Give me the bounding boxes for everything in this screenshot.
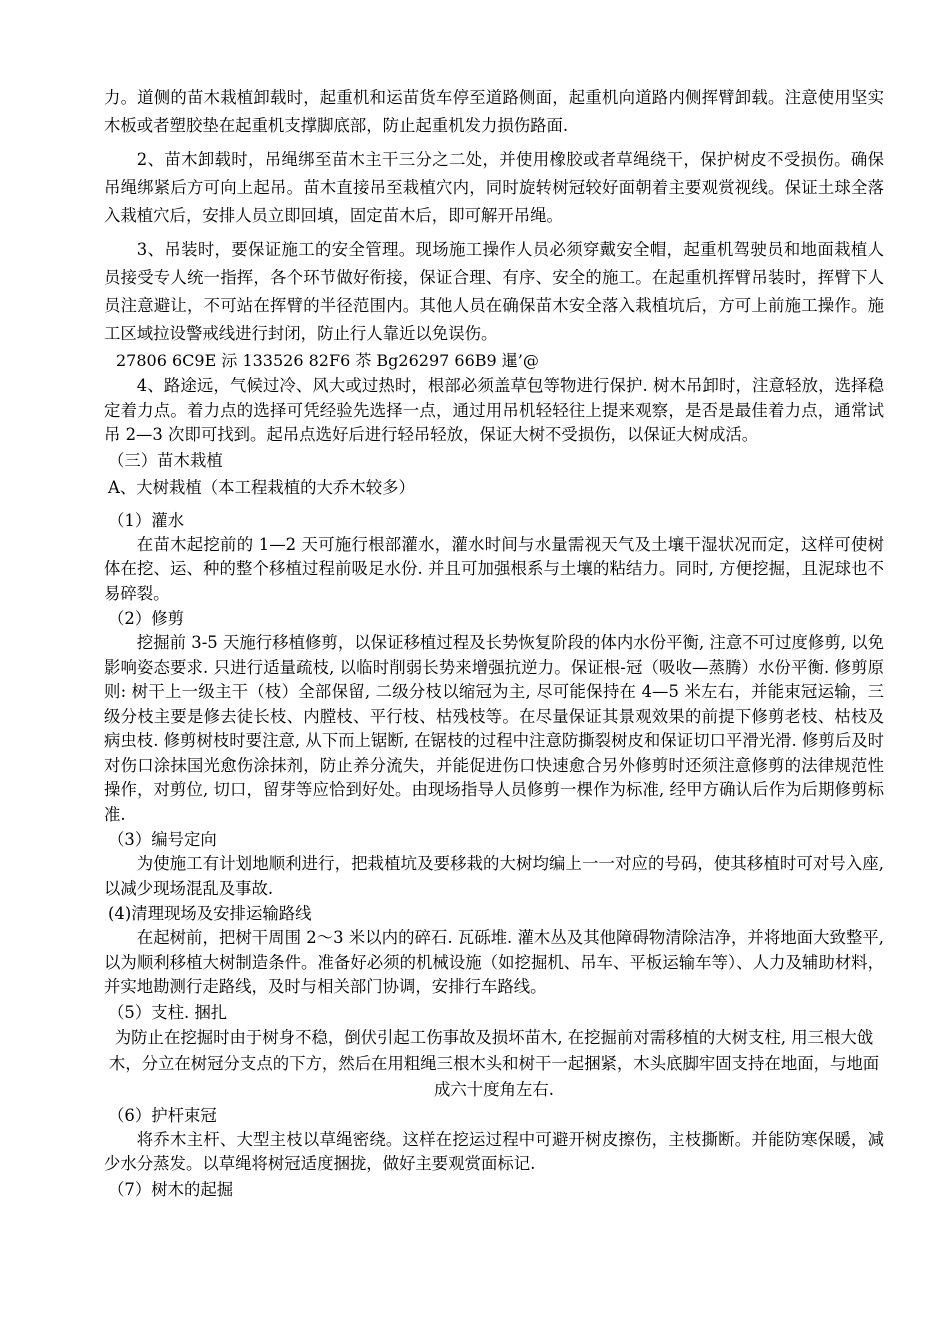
heading-trunk-wrapping: （6）护杆束冠 — [108, 1105, 217, 1125]
paragraph-numbering: 为使施工有计划地顺利进行，把栽植坑及要移栽的大树均编上一一对应的号码，使其移植时可对号入座, 以减少现场混乱及事故. — [104, 854, 884, 898]
document-page — [104, 84, 884, 1202]
paragraph-unloading-rope: 2、苗木卸载时，吊绳绑至苗木主干三分之二处，并使用橡胶或者草绳绕干，保护树皮不受损伤。确保吊绳绑紧后方可向上起吊。苗木直接吊至栽植穴内，同时旋转树冠较好面朝着主要观赏视线。保证土球全落入栽植穴后，安排人员立即回填，固定苗木后，即可解开吊绳。 — [104, 150, 884, 225]
heading-watering: （1）灌水 — [108, 510, 184, 530]
paragraph-watering: 在苗木起挖前的 1—2 天可施行根部灌水，灌水时间与水量需视天气及土壤干湿状况而定，这样可使树体在挖、运、种的整个移植过程前吸足水份. 并且可加强根系与土壤的粘结力。同时, 方便挖掘，且泥球也不易碎裂。 — [104, 534, 884, 603]
code-line: 27806 6C9E 沶 133526 82F6 苶 Bg26297 66B9 暹’@ — [116, 351, 539, 370]
paragraph-unloading-roadside: 力。道侧的苗木栽植卸载时，起重机和运苗货车停至道路侧面，起重机向道路内侧挥臂卸载。注意使用坚实木板或者塑胶垫在起重机支撑脚底部，防止起重机发力损伤路面. — [104, 88, 884, 135]
heading-site-clearing: (4)清理现场及安排运输路线 — [108, 904, 312, 923]
heading-propping: （5）支柱. 捆扎 — [108, 1002, 228, 1022]
paragraph-site-clearing: 在起树前，把树干周围 2～3 米以内的碎石. 瓦砾堆. 灌木丛及其他障碍物清除洁净，并将地面大致整平, 以为顺利移植大树制造条件。准备好必须的机械设施（如挖掘机、吊车、平板运输车等）、人力及辅助材料，并实地勘测行走路线，及时与相关部门协调，安排行车路线。 — [104, 928, 884, 996]
paragraph-propping: 为防止在挖掘时由于树身不稳，倒伏引起工伤事故及损坏苗木, 在挖掘前对需移植的大树支柱, 用三根大戗木，分立在树冠分支点的下方，然后在用粗绳三根木头和树干一起捆紧，木头底脚牢固支持在地面，与地面成六十度角左右. — [108, 1027, 880, 1099]
paragraph-hoisting-safety: 3、吊装时，要保证施工的安全管理。现场施工操作人员必须穿戴安全帽，起重机驾驶员和地面栽植人员接受专人统一指挥，各个环节做好衔接，保证合理、有序、安全的施工。在起重机挥臂吊装时，挥臂下人员注意避让，不可站在挥臂的半径范围内。其他人员在确保苗木安全落入栽植坑后，方可上前施工操作。施工区域拉设警戒线进行封闭，防止行人靠近以免误伤。 — [104, 240, 884, 343]
section-heading-planting: （三）苗木栽植 — [108, 450, 223, 470]
heading-pruning: （2）修剪 — [108, 609, 184, 628]
heading-digging: （7）树木的起掘 — [108, 1179, 234, 1199]
paragraph-transport-protection: 4、路途远，气候过冷、风大或过热时，根部必须盖草包等物进行保护. 树木吊卸时，注意轻放，选择稳定着力点。着力点的选择可凭经验先选择一点，通过用吊机轻轻往上提来观察，是否是最佳着力点，通常试吊 2—3 次即可找到。起吊点选好后进行轻吊轻放，保证大树不受损伤，以保证大树成活。 — [104, 376, 884, 444]
subsection-heading-big-tree: A、大树栽植（本工程栽植的大乔木较多） — [108, 477, 415, 497]
heading-numbering: （3）编号定向 — [108, 830, 217, 849]
paragraph-trunk-wrapping: 将乔木主杆、大型主枝以草绳密绕。这样在挖运过程中可避开树皮擦伤，主枝撕断。并能防寒保暖，减少水分蒸发。以草绳将树冠适度捆拢，做好主要观赏面标记. — [104, 1129, 884, 1173]
paragraph-pruning: 挖掘前 3-5 天施行移植修剪，以保证移植过程及长势恢复阶段的体内水份平衡, 注意不可过度修剪, 以免影响姿态要求. 只进行适量疏枝, 以临时削弱长势来增强抗逆力。保证根-冠（吸收—蒸腾）水份平衡. 修剪原则: 树干上一级主干（枝）全部保留, 二级分枝以缩冠为主, 尽可能保持在 4—5 米左右，并能束冠运输，三级分枝主要是修去徒长枝、内膛枝、平行枝、枯残枝等。在尽量保证其景观效果的前提下修剪老枝、枯枝及病虫枝. 修剪树枝时要注意, 从下而上锯断, 在锯枝的过程中注意防撕裂树皮和保证切口平滑光滑. 修剪后及时对伤口涂抹国光愈伤涂抹剂，防止养分流失，并能促进伤口快速愈合另外修剪时还须注意修剪的法律规范性操作，对剪位, 切口，留芽等应恰到好处。由现场指导人员修剪一棵作为标准, 经甲方确认后作为后期修剪标准. — [104, 633, 884, 824]
